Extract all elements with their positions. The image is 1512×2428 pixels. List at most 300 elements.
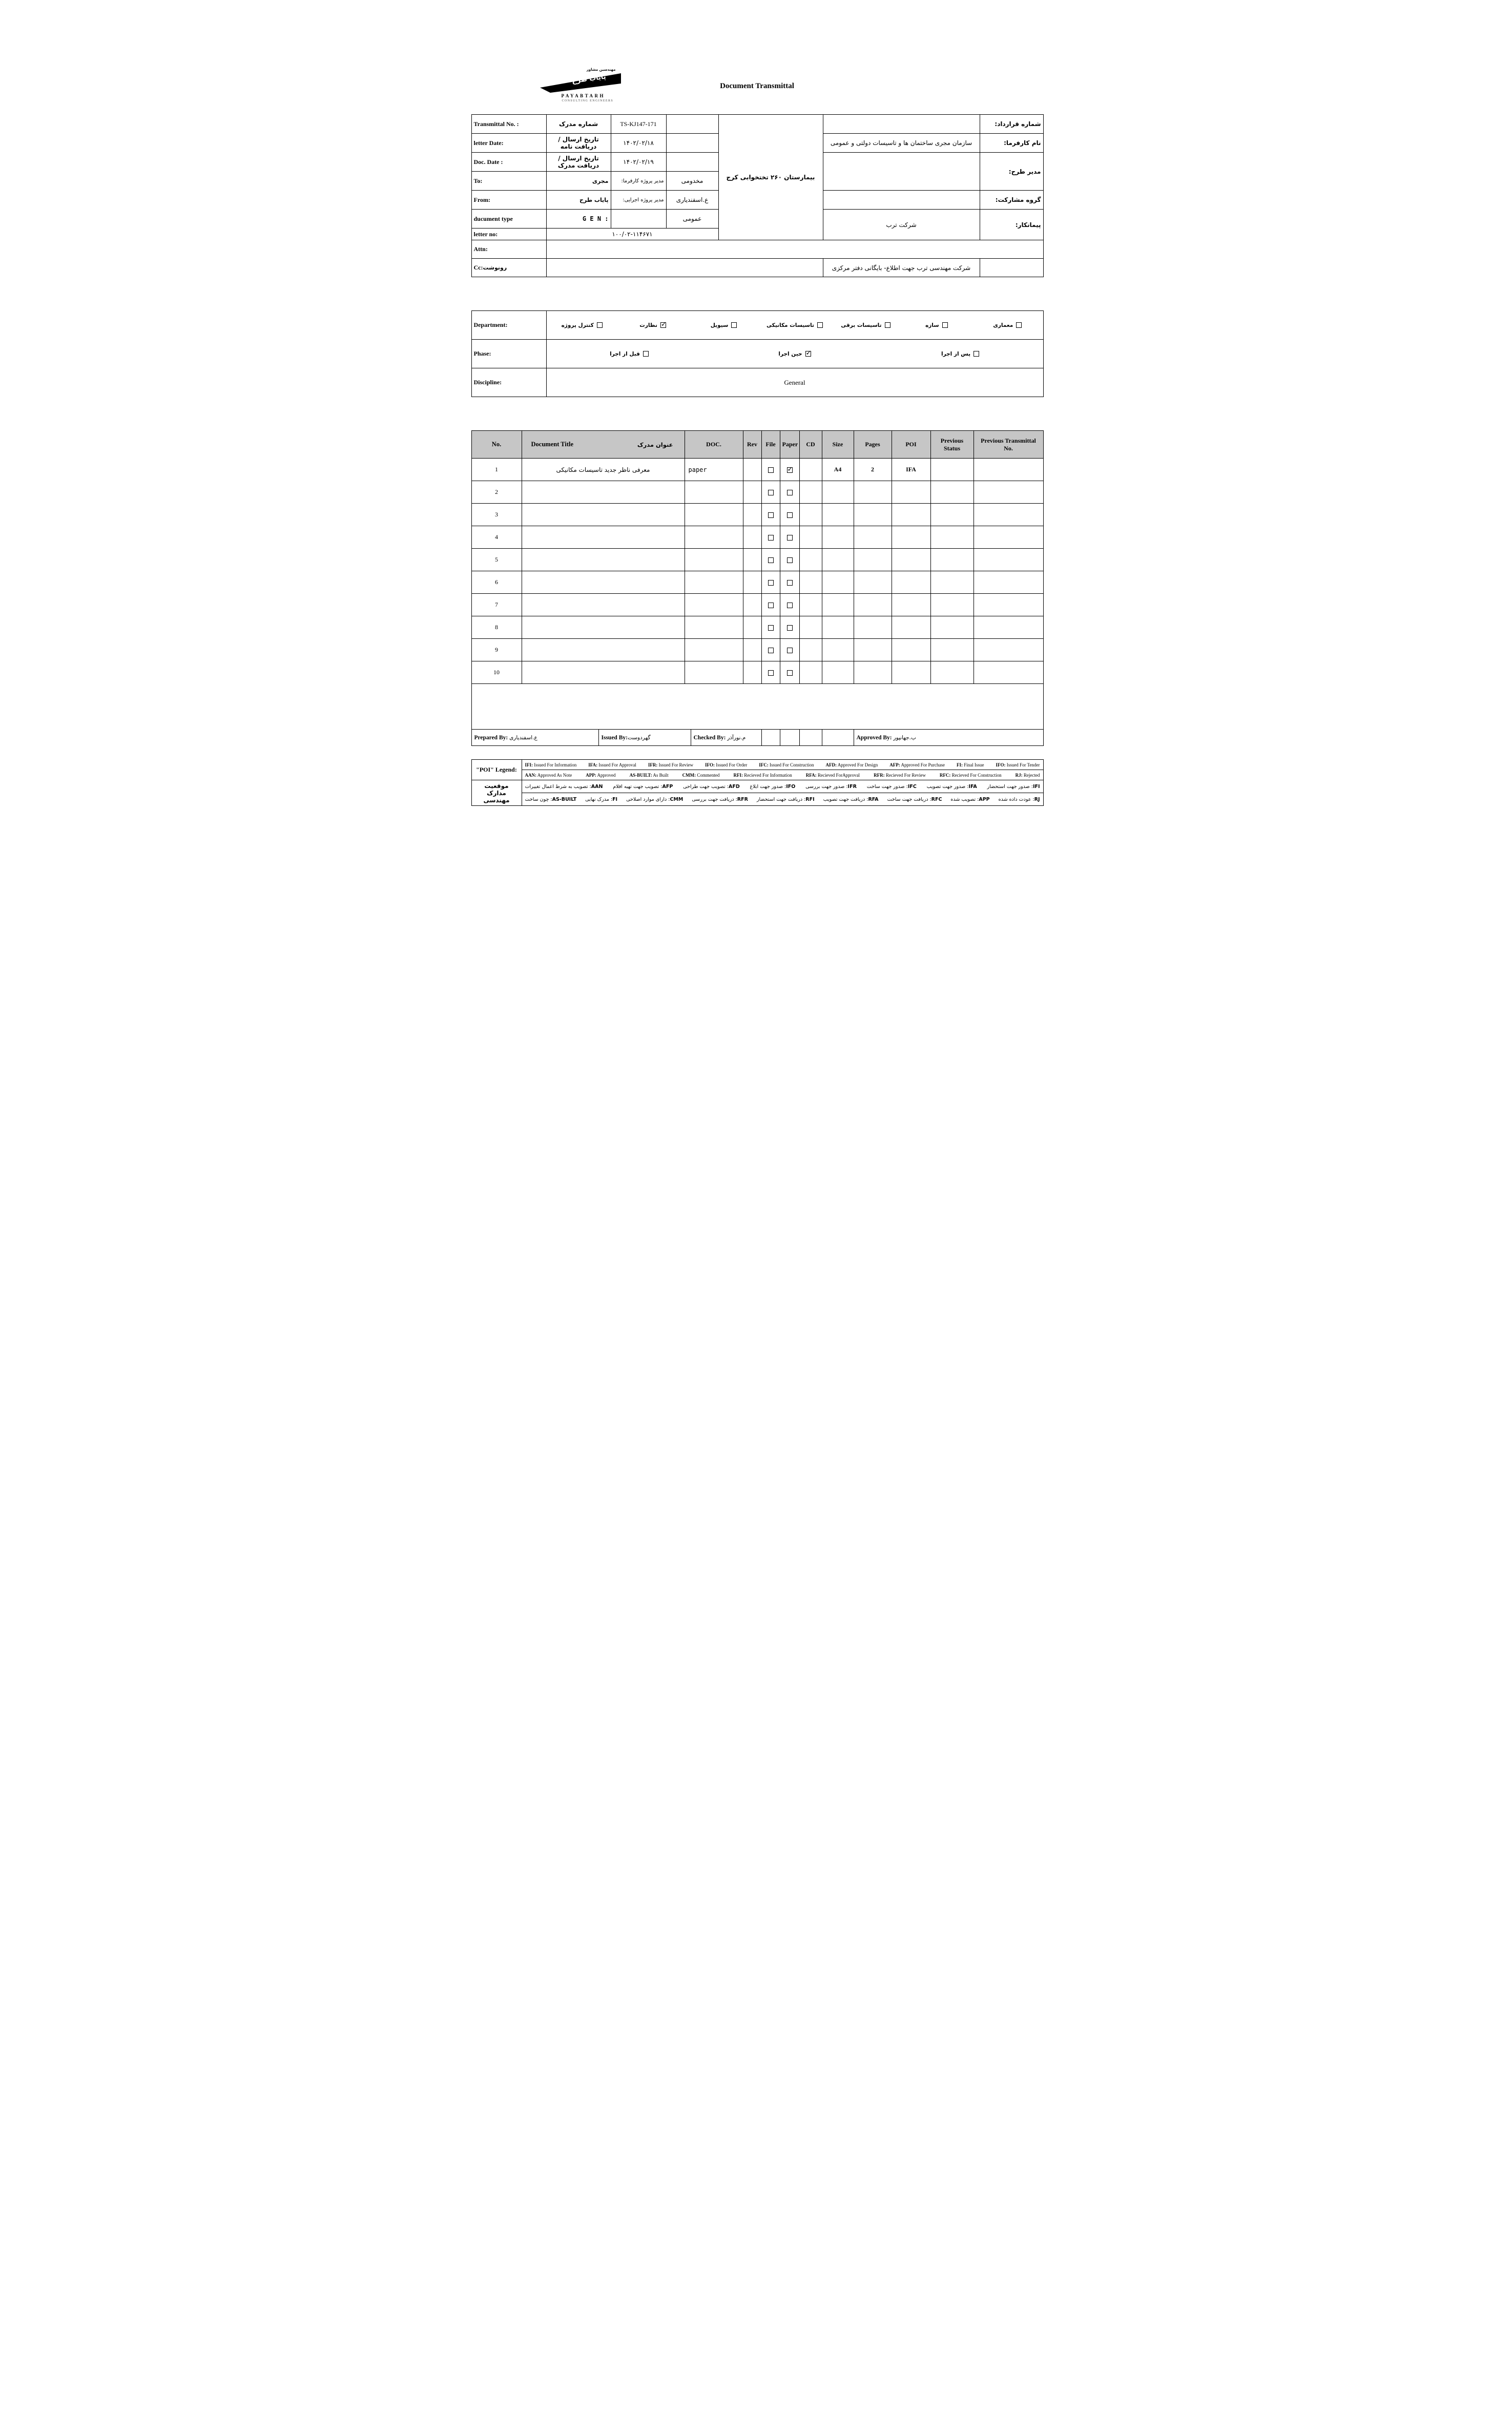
cell-pages: 2 — [854, 459, 892, 481]
header-document-title-fa: عنوان مدرک — [637, 441, 673, 448]
classification-table — [471, 310, 1044, 397]
cell-doc — [685, 594, 743, 616]
paper-checkbox[interactable] — [787, 670, 793, 676]
contract-no-value — [823, 115, 980, 134]
issued-by-label: Issued By: — [601, 734, 628, 741]
table-row — [471, 504, 1043, 526]
phase-option-label: پس از اجرا — [941, 350, 971, 357]
legend-item: CMM: دارای موارد اصلاحی — [626, 796, 683, 802]
table-row — [471, 549, 1043, 571]
cell-poi — [892, 549, 930, 571]
empty-area — [471, 684, 1043, 730]
checked-by-cell — [691, 730, 761, 746]
table-row — [471, 571, 1043, 594]
cc-label-en: Cc: — [473, 264, 483, 271]
legend-item: RFR: دریافت جهت بررسی — [692, 796, 748, 802]
file-checkbox[interactable] — [768, 625, 774, 631]
cell-file — [761, 459, 780, 481]
legend-item: RJ: Rejected — [1015, 772, 1040, 778]
paper-checkbox[interactable] — [787, 467, 793, 473]
department-checkbox[interactable] — [885, 322, 890, 328]
department-options — [546, 311, 1043, 340]
cc-value: شرکت مهندسی ترب جهت اطلاع- بایگانی دفتر مرکزی — [823, 259, 980, 277]
cell-document-title — [522, 616, 685, 639]
empty-cell — [666, 115, 718, 134]
legend-item: RFA: دریافت جهت تصویب — [823, 796, 879, 802]
cell-no: 7 — [471, 594, 522, 616]
department-option — [617, 322, 688, 328]
file-checkbox[interactable] — [768, 490, 774, 495]
prepared-by-cell — [471, 730, 598, 746]
cell-rev — [743, 459, 761, 481]
cell-cd — [799, 616, 822, 639]
letter-date-label-fa: تاریخ ارسال /دریافت نامه — [546, 134, 611, 153]
approved-by-value: ب.جهانپور — [893, 734, 916, 741]
table-row — [471, 526, 1043, 549]
cell-prev-status — [930, 481, 974, 504]
doc-date-label: Doc. Date : — [471, 153, 546, 172]
file-checkbox[interactable] — [768, 670, 774, 676]
cell-size — [822, 481, 854, 504]
empty-cell — [822, 730, 854, 746]
document-type-label: ducument type — [471, 210, 546, 229]
empty-cell — [666, 134, 718, 153]
cell-document-title — [522, 549, 685, 571]
prepared-by-value: ع.اسفندیاری — [509, 734, 537, 741]
contractor-value: شرکت ترب — [823, 210, 980, 240]
legend-item: AFD: Approved For Design — [825, 762, 878, 767]
cell-no: 2 — [471, 481, 522, 504]
cell-no: 4 — [471, 526, 522, 549]
cell-doc — [685, 639, 743, 661]
phase-option — [547, 351, 712, 357]
department-option — [547, 322, 617, 328]
cell-poi: IFA — [892, 459, 930, 481]
department-option — [972, 322, 1043, 328]
legend-item: IFO: Issued For Order — [705, 762, 748, 767]
legend-item: APP: تصویب شده — [950, 796, 990, 802]
cell-poi — [892, 594, 930, 616]
cell-prev-transmittal — [974, 459, 1043, 481]
cell-pages — [854, 549, 892, 571]
table-row — [471, 594, 1043, 616]
cell-cd — [799, 504, 822, 526]
cell-paper — [780, 639, 799, 661]
department-option — [688, 322, 759, 328]
legend-item: IFR: Issued For Review — [648, 762, 694, 767]
cell-doc — [685, 571, 743, 594]
cell-prev-transmittal — [974, 549, 1043, 571]
legend-fa-label: موقعیت مدارک مهندسی — [471, 780, 522, 806]
cell-size — [822, 639, 854, 661]
cell-rev — [743, 639, 761, 661]
department-checkbox[interactable] — [1016, 322, 1022, 328]
contract-no-label: شماره قرارداد: — [980, 115, 1043, 134]
logo-company-name-fa: پایاب طرح — [571, 73, 607, 86]
cell-cd — [799, 571, 822, 594]
cell-rev — [743, 661, 761, 684]
cell-prev-transmittal — [974, 661, 1043, 684]
checked-by-value: م.نورآذر — [727, 734, 746, 741]
phase-option — [712, 351, 878, 357]
legend-item: AAN: تصویب به شرط اعمال تغییرات — [525, 783, 603, 790]
file-checkbox[interactable] — [768, 603, 774, 608]
doc-date-label-fa: تاریخ ارسال /دریافت مدرک — [546, 153, 611, 172]
phase-checkbox[interactable] — [643, 351, 649, 357]
cell-paper — [780, 594, 799, 616]
cell-no: 5 — [471, 549, 522, 571]
department-checkbox[interactable] — [660, 322, 666, 328]
cell-prev-status — [930, 504, 974, 526]
cell-no: 6 — [471, 571, 522, 594]
discipline-value: General — [546, 368, 1043, 397]
document-table-body — [471, 459, 1043, 684]
legend-item: IFC: Issued For Construction — [759, 762, 814, 767]
legend-item: AAN: Approved As Note — [525, 772, 572, 778]
from-label: From: — [471, 191, 546, 210]
cell-poi — [892, 661, 930, 684]
department-option-label: معماری — [993, 322, 1013, 328]
header-prev-transmittal: Previous Transmittal No. — [974, 431, 1043, 459]
department-label: Department: — [471, 311, 546, 340]
cell-rev — [743, 504, 761, 526]
legend-item: IFA: صدور جهت تصویب — [926, 783, 977, 790]
transmittal-no-label: Transmittal No. : — [471, 115, 546, 134]
department-option — [901, 322, 972, 328]
to-label: To: — [471, 172, 546, 191]
cell-prev-status — [930, 571, 974, 594]
legend-item: IFA: Issued For Approval — [588, 762, 636, 767]
cell-file — [761, 504, 780, 526]
issued-by-cell — [598, 730, 691, 746]
department-checkbox[interactable] — [817, 322, 823, 328]
header-cd: CD — [799, 431, 822, 459]
cell-file — [761, 639, 780, 661]
cell-pages — [854, 616, 892, 639]
cell-pages — [854, 661, 892, 684]
file-checkbox[interactable] — [768, 580, 774, 586]
header-no: No. — [471, 431, 522, 459]
cell-paper — [780, 526, 799, 549]
paper-checkbox[interactable] — [787, 512, 793, 518]
cell-document-title: معرفی ناظر جدید تاسیسات مکانیکی — [522, 459, 685, 481]
cell-prev-transmittal — [974, 616, 1043, 639]
paper-checkbox[interactable] — [787, 557, 793, 563]
cell-prev-status — [930, 639, 974, 661]
cell-document-title — [522, 526, 685, 549]
cell-cd — [799, 459, 822, 481]
cell-paper — [780, 549, 799, 571]
cell-document-title — [522, 594, 685, 616]
cell-cd — [799, 526, 822, 549]
cell-paper — [780, 459, 799, 481]
paper-checkbox[interactable] — [787, 603, 793, 608]
cell-size — [822, 504, 854, 526]
cell-pages — [854, 481, 892, 504]
header-rev: Rev — [743, 431, 761, 459]
header-poi: POI — [892, 431, 930, 459]
cell-poi — [892, 504, 930, 526]
issued-by-value: گهردوست — [627, 734, 651, 741]
cell-prev-transmittal — [974, 481, 1043, 504]
cell-cd — [799, 594, 822, 616]
cell-pages — [854, 504, 892, 526]
cell-size — [822, 661, 854, 684]
letter-no-label: letter no: — [471, 229, 546, 240]
cell-poi — [892, 571, 930, 594]
department-checkbox[interactable] — [942, 322, 948, 328]
client-name-value: سازمان مجری ساختمان ها و تاسیسات دولتی و عمومی — [823, 134, 980, 153]
checked-by-label: Checked By: — [693, 734, 726, 741]
table-row — [471, 616, 1043, 639]
cell-doc: paper — [685, 459, 743, 481]
cell-file — [761, 594, 780, 616]
cell-document-title — [522, 504, 685, 526]
cell-paper — [780, 481, 799, 504]
exec-pm-label: مدیر پروژه اجرایی: — [611, 191, 666, 210]
document-transmittal-page — [454, 0, 1059, 971]
cell-document-title — [522, 481, 685, 504]
cell-size — [822, 526, 854, 549]
phase-option-label: قبل از اجرا — [610, 350, 640, 357]
cc-label-fa: رونوشت — [483, 264, 507, 271]
cell-rev — [743, 481, 761, 504]
cell-cd — [799, 639, 822, 661]
cell-prev-transmittal — [974, 526, 1043, 549]
phase-options — [546, 340, 1043, 368]
cell-file — [761, 661, 780, 684]
cell-rev — [743, 549, 761, 571]
cell-size — [822, 594, 854, 616]
cell-file — [761, 571, 780, 594]
cell-no: 10 — [471, 661, 522, 684]
partnership-value — [823, 191, 980, 210]
legend-item: RFA: Recieved ForApproval — [805, 772, 860, 778]
from-value: پایاب طرح — [546, 191, 611, 210]
cell-document-title — [522, 639, 685, 661]
approved-by-label: Approved By: — [856, 734, 892, 741]
paper-checkbox[interactable] — [787, 535, 793, 541]
department-option-label: سیویل — [710, 322, 729, 328]
phase-checkbox[interactable] — [805, 351, 811, 357]
attn-value — [546, 240, 1043, 259]
header-size: Size — [822, 431, 854, 459]
cell-doc — [685, 616, 743, 639]
cell-doc — [685, 504, 743, 526]
cc-label — [471, 259, 546, 277]
page-title: Document Transmittal — [720, 82, 794, 90]
legend-item: RJ: عودت داده شده — [998, 796, 1040, 802]
project-name: بیمارستان ۲۶۰ تختخوابی کرج — [718, 115, 823, 240]
poi-legend-table — [471, 759, 1044, 806]
legend-item: AFP: تصویب جهت تهیه اقلام — [613, 783, 673, 790]
legend-item: IFI: صدور جهت استحضار — [987, 783, 1040, 790]
table-row — [471, 661, 1043, 684]
legend-item: IFO: صدور جهت ابلاغ — [750, 783, 796, 790]
file-checkbox[interactable] — [768, 557, 774, 563]
file-checkbox[interactable] — [768, 467, 774, 473]
cell-paper — [780, 616, 799, 639]
cell-cd — [799, 481, 822, 504]
cell-no: 9 — [471, 639, 522, 661]
cell-doc — [685, 481, 743, 504]
phase-option — [878, 351, 1043, 357]
exec-pm-value: ع.اسفندیاری — [666, 191, 718, 210]
file-checkbox[interactable] — [768, 648, 774, 653]
department-option-label: تاسیسات برقی — [841, 322, 882, 328]
file-checkbox[interactable] — [768, 535, 774, 541]
legend-item: RFI: Recieved For Information — [733, 772, 792, 778]
legend-item: RFC: دریافت جهت ساخت — [887, 796, 942, 802]
phase-checkbox[interactable] — [974, 351, 979, 357]
empty-cell — [546, 259, 823, 277]
cell-poi — [892, 526, 930, 549]
cell-size — [822, 571, 854, 594]
header-paper: Paper — [780, 431, 799, 459]
legend-item: FI: مدرک نهایی — [585, 796, 618, 802]
cell-prev-status — [930, 526, 974, 549]
client-name-label: نام کارفرما: — [980, 134, 1043, 153]
cell-cd — [799, 549, 822, 571]
table-row — [471, 481, 1043, 504]
empty-cell — [780, 730, 799, 746]
department-option-label: تاسیسات مکانیکی — [767, 322, 814, 328]
cell-prev-status — [930, 459, 974, 481]
legend-item: IFR: صدور جهت بررسی — [805, 783, 857, 790]
cell-size — [822, 616, 854, 639]
paper-checkbox[interactable] — [787, 625, 793, 631]
logo-subtitle: CONSULTING ENGINEERS — [562, 99, 614, 102]
header-file: File — [761, 431, 780, 459]
poi-legend-label: "POI" Legend: — [471, 760, 522, 780]
department-checkbox[interactable] — [731, 322, 737, 328]
legend-en-row-2 — [522, 770, 1043, 780]
phase-option-label: حین اجرا — [778, 350, 802, 357]
cell-prev-transmittal — [974, 639, 1043, 661]
department-option-label: سازه — [925, 322, 939, 328]
cell-doc — [685, 549, 743, 571]
legend-item: AS-BUILT: چون ساخت — [525, 796, 577, 802]
table-row — [471, 639, 1043, 661]
cell-document-title — [522, 571, 685, 594]
cell-doc — [685, 661, 743, 684]
document-type-value-fa: عمومی — [666, 210, 718, 229]
client-pm-label: مدیر پروژه کارفرما: — [611, 172, 666, 191]
empty-cell — [799, 730, 822, 746]
header-document-title-en: Document Title — [531, 441, 574, 448]
cell-prev-transmittal — [974, 571, 1043, 594]
transmittal-info-table — [471, 114, 1044, 277]
cell-file — [761, 481, 780, 504]
cell-prev-status — [930, 549, 974, 571]
cell-size: A4 — [822, 459, 854, 481]
to-value: مجری — [546, 172, 611, 191]
table-row — [471, 459, 1043, 481]
cell-no: 1 — [471, 459, 522, 481]
cell-rev — [743, 571, 761, 594]
document-type-value: G E N : — [546, 210, 611, 229]
approved-by-cell — [854, 730, 1043, 746]
legend-item: AS-BUILT: As Built — [629, 772, 669, 778]
legend-item: RFR: Recieved For Review — [874, 772, 926, 778]
cell-file — [761, 616, 780, 639]
header-pages: Pages — [854, 431, 892, 459]
legend-item: AFP: Approved For Purchase — [889, 762, 945, 767]
legend-item: IFO: Issued For Tender — [996, 762, 1040, 767]
phase-label: Phase: — [471, 340, 546, 368]
cell-pages — [854, 639, 892, 661]
cell-rev — [743, 526, 761, 549]
legend-item: CMM: Commented — [682, 772, 720, 778]
cell-document-title — [522, 661, 685, 684]
cell-poi — [892, 616, 930, 639]
discipline-label: Discipline: — [471, 368, 546, 397]
cell-no: 8 — [471, 616, 522, 639]
cell-prev-status — [930, 616, 974, 639]
cell-prev-status — [930, 594, 974, 616]
document-list-table — [471, 430, 1044, 730]
paper-checkbox[interactable] — [787, 648, 793, 653]
department-option — [759, 322, 830, 328]
doc-date-value: ۱۴۰۲/۰۲/۱۹ — [611, 153, 666, 172]
cell-pages — [854, 594, 892, 616]
cell-no: 3 — [471, 504, 522, 526]
cell-pages — [854, 571, 892, 594]
empty-cell — [666, 153, 718, 172]
cell-doc — [685, 526, 743, 549]
transmittal-no-value: TS-KJ147-171 — [611, 115, 666, 134]
department-checkbox[interactable] — [597, 322, 603, 328]
legend-item: AFD: تصویب جهت طراحی — [683, 783, 740, 790]
cell-poi — [892, 481, 930, 504]
logo-company-name-en: PAYABTARH — [561, 93, 606, 98]
header-document-title — [522, 431, 685, 459]
letter-date-value: ۱۴۰۲/۰۲/۱۸ — [611, 134, 666, 153]
cell-paper — [780, 504, 799, 526]
client-pm-value: مخدومی — [666, 172, 718, 191]
cell-rev — [743, 594, 761, 616]
paper-checkbox[interactable] — [787, 580, 793, 586]
cell-paper — [780, 571, 799, 594]
legend-item: APP: Approved — [586, 772, 616, 778]
cell-prev-transmittal — [974, 594, 1043, 616]
file-checkbox[interactable] — [768, 512, 774, 518]
department-option-label: کنترل پروژه — [561, 322, 594, 328]
legend-item: RFC: Recieved For Construction — [939, 772, 1002, 778]
legend-item: IFI: Issued For Information — [525, 762, 577, 767]
legend-item: FI: Final Issue — [956, 762, 984, 767]
signature-row — [471, 729, 1044, 746]
letter-no-value: ۱۰۰/۰۲-۱۱۴۶۷۱ — [546, 229, 718, 240]
partnership-label: گروه مشارکت: — [980, 191, 1043, 210]
department-option — [830, 322, 901, 328]
cell-cd — [799, 661, 822, 684]
contractor-label: پیمانکار: — [980, 210, 1043, 240]
cell-file — [761, 526, 780, 549]
design-manager-label: مدیر طرح: — [980, 153, 1043, 191]
legend-item: IFC: صدور جهت ساخت — [866, 783, 917, 790]
cell-poi — [892, 639, 930, 661]
cell-prev-status — [930, 661, 974, 684]
cell-pages — [854, 526, 892, 549]
empty-cell — [761, 730, 780, 746]
cell-file — [761, 549, 780, 571]
legend-en-row-1 — [522, 760, 1043, 770]
paper-checkbox[interactable] — [787, 490, 793, 495]
legend-fa-row-2 — [522, 793, 1043, 806]
cell-rev — [743, 616, 761, 639]
legend-item: RFI: دریافت جهت استحضار — [756, 796, 815, 802]
